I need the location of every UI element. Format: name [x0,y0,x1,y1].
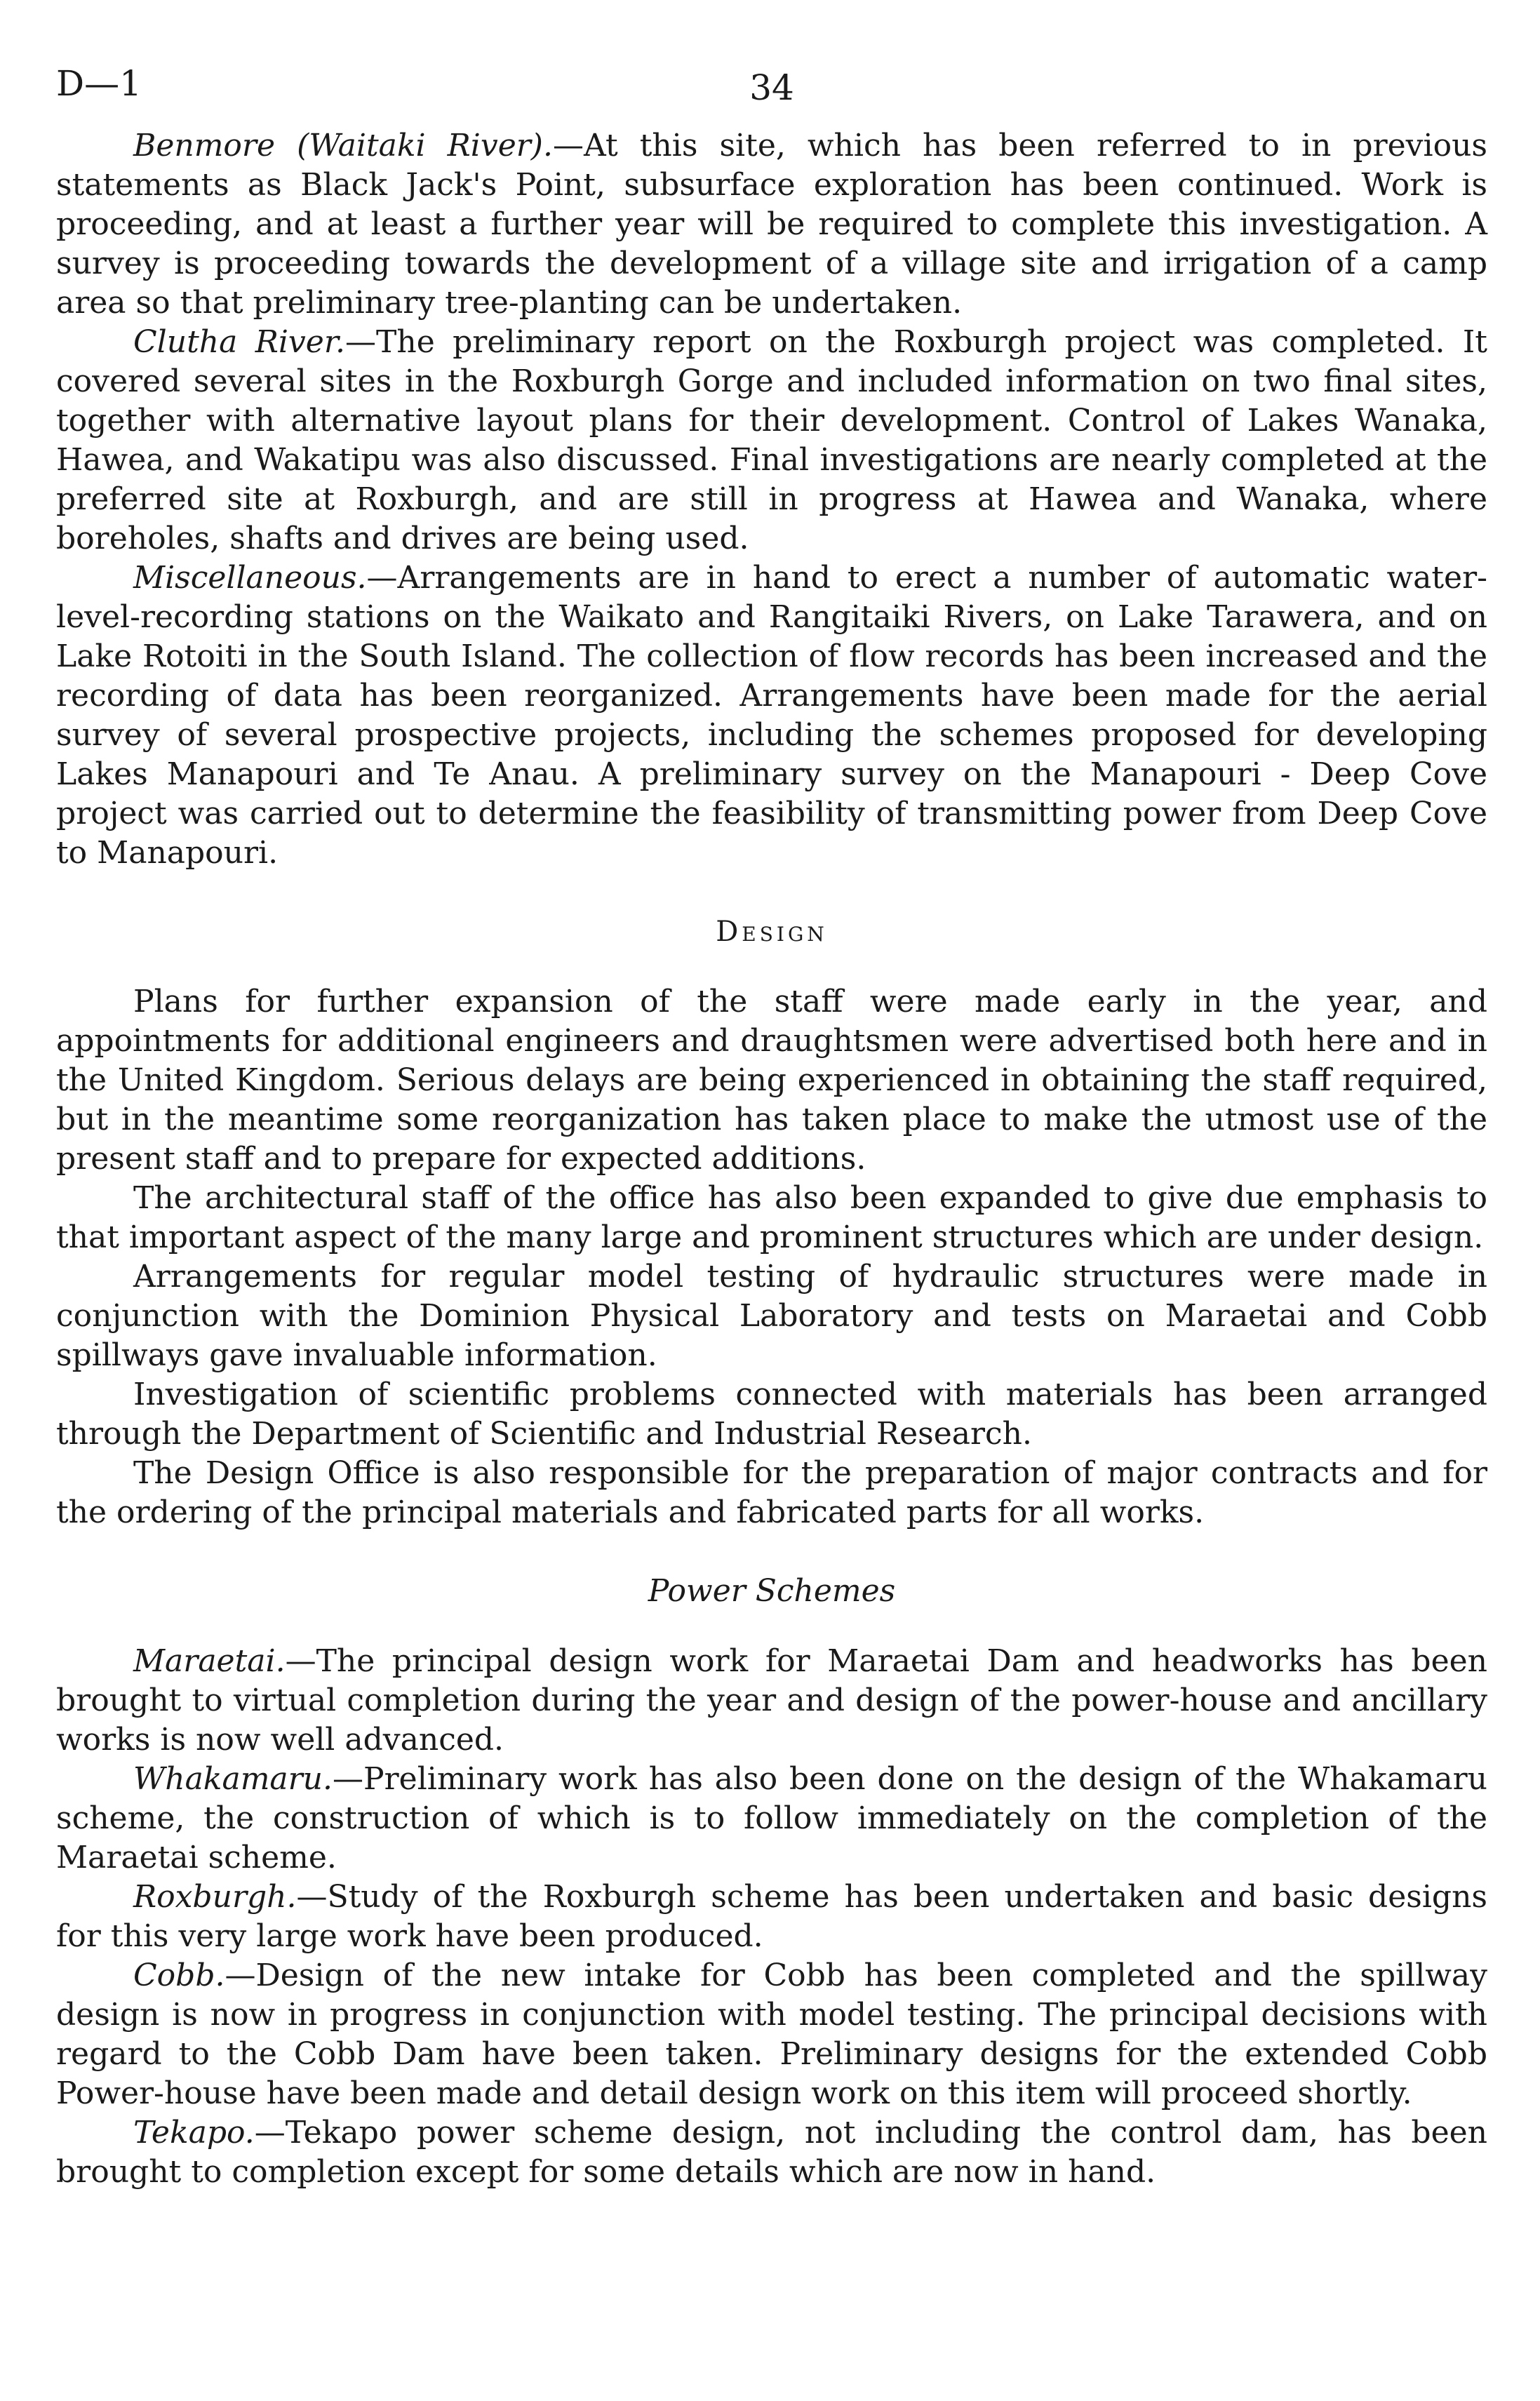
paragraph-whakamaru [56,1760,1487,1878]
paragraph-lead: Cobb. [133,1958,225,1993]
paragraph-text: —Design of the new intake for Cobb has been completed and the spillway design is now in progress in conjunction with model testing. The principal decisions with regard to the Cobb Dam have been taken. Preliminary designs for the extended Cobb Power-house have been made and detail design work on this item will proceed shortly. [56,1958,1487,2111]
paragraph-text: —Preliminary work has also been done on the design of the Whakamaru scheme, the construction of which is to follow immediately on the completion of the Maraetai scheme. [56,1761,1487,1875]
design-paragraph: The architectural staff of the office has also been expanded to give due emphasis to that important aspect of the many large and prominent structures which are under design. [56,1180,1487,1255]
paragraph-text: —Arrangements are in hand to erect a number of automatic water-level-recording stations on the Waikato and Rangitaiki Rivers, on Lake Tarawera, and on Lake Rotoiti in the South Island. The collection of flow records has been increased and the recording of data has been reorganized. Arrangements have been made for the aerial survey of several prospective projects, including the schemes proposed for developing Lakes Manapouri and Te Anau. A preliminary survey on the Manapouri - Deep Cove project was carried out to determine the feasibility of transmitting power from Deep Cove to Manapouri. [56,560,1487,871]
paragraph-text: —The preliminary report on the Roxburgh project was completed. It covered several sites in the Roxburgh Gorge and included information on two final sites, together with alternative layout plans for their development. Control of Lakes Wanaka, Hawea, and Wakatipu was also discussed. Final investigations are nearly completed at the preferred site at Roxburgh, and are still in progress at Hawea and Wanaka, where boreholes, shafts and drives are being used. [56,324,1487,556]
paragraph-miscellaneous [56,559,1487,873]
paragraph-lead: Clutha River. [133,324,346,360]
power-schemes-heading: Power Schemes [648,1573,896,1609]
paragraph-lead: Whakamaru. [133,1761,333,1797]
design-paragraph: The Design Office is also responsible for the preparation of major contracts and for the ordering of the principal materials and fabricated parts for all works. [56,1455,1487,1530]
page-number: 34 [749,67,794,108]
design-paragraph: Investigation of scientific problems connected with materials has been arranged through the Department of Scientific and Industrial Research. [56,1377,1487,1452]
paragraph-text: —The principal design work for Maraetai Dam and headworks has been brought to virtual completion during the year and design of the power-house and ancillary works is now well advanced. [56,1643,1487,1758]
paragraph-lead: Maraetai. [133,1643,286,1679]
document-code: D—1 [56,63,142,104]
paragraph-tekapo [56,2113,1487,2192]
design-heading: Design [716,916,828,948]
paragraph-text: —At this site, which has been referred to in previous statements as Black Jack's Point, subsurface exploration has been continued. Work is proceeding, and at least a further year will be required to complete this investigation. A survey is proceeding towards the development of a village site and irrigation of a camp area so that preliminary tree-planting can be undertaken. [56,128,1488,321]
paragraph-lead: Miscellaneous. [133,560,367,596]
paragraph-text: —Study of the Roxburgh scheme has been undertaken and basic designs for this very large work have been produced. [56,1879,1487,1954]
paragraph-lead: Tekapo. [133,2115,255,2151]
design-paragraph: Plans for further expansion of the staff were made early in the year, and appointments for additional engineers and draughtsmen were advertised both here and in the United Kingdom. Serious delays are being experienced in obtaining the staff required, but in the meantime some reorganization has taken place to make the utmost use of the present staff and to prepare for expected additions. [56,984,1487,1177]
paragraph-maraetai [56,1642,1487,1760]
paragraph-lead: Roxburgh. [133,1879,297,1915]
paragraph-text: —Tekapo power scheme design, not including the control dam, has been brought to completion except for some details which are now in hand. [56,2115,1487,2190]
paragraph-roxburgh [56,1878,1487,1956]
page-header [56,49,1487,126]
paragraph-benmore [56,126,1487,323]
design-paragraph: Arrangements for regular model testing of hydraulic structures were made in conjunction with the Dominion Physical Laboratory and tests on Maraetai and Cobb spillways gave invaluable information. [56,1259,1487,1373]
paragraph-cobb [56,1956,1487,2113]
paragraph-lead: Benmore (Waitaki River). [133,128,553,163]
document-page [56,49,1487,2192]
paragraph-clutha-river [56,323,1487,559]
